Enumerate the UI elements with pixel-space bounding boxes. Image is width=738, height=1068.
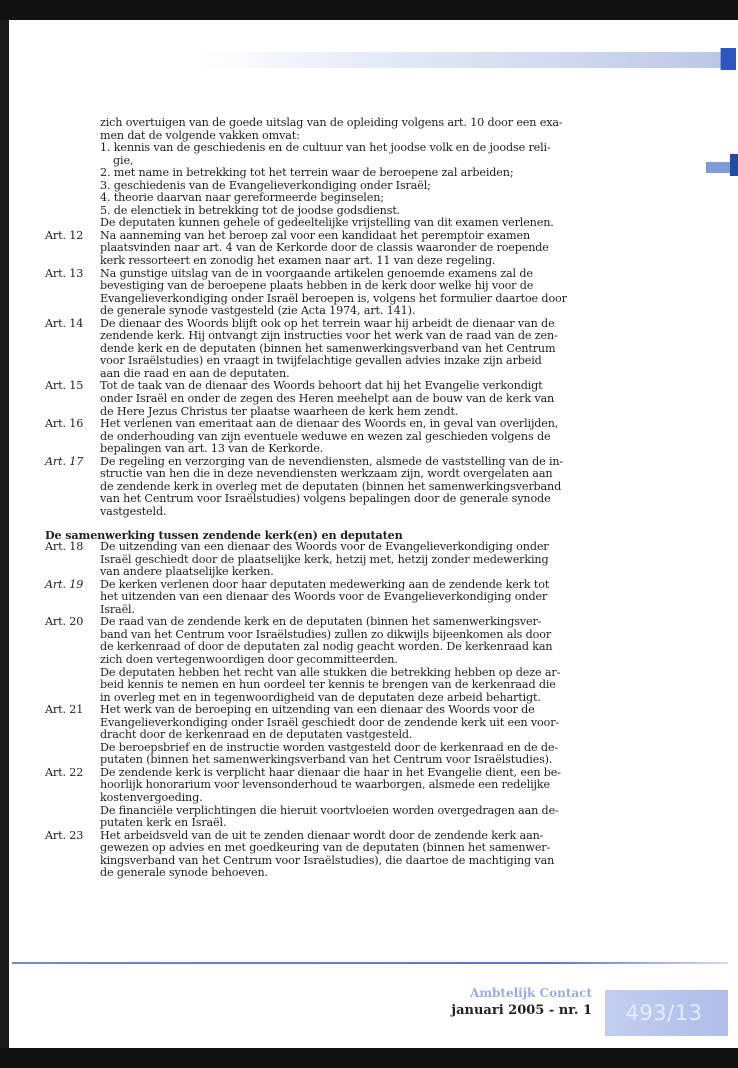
article-line: Israël.: [100, 602, 135, 616]
article-line: aan die raad en aan de deputaten.: [100, 366, 290, 380]
article-line: De dienaar des Woords blijft ook op het terrein waar hij arbeidt de dienaar van de: [100, 316, 555, 330]
section-heading: De samenwerking tussen zendende kerk(en) en deputaten: [45, 527, 403, 542]
article-text: [100, 830, 601, 880]
article-line: van andere plaatselijke kerken.: [100, 565, 274, 579]
list-item: 5. de elenctiek in betrekking tot de joodse godsdienst.: [100, 203, 401, 217]
article: [45, 318, 601, 381]
article-line: zich doen vertegenwoordigen door gecommitteerden.: [100, 652, 398, 666]
article-number: Art. 20: [45, 615, 84, 629]
article-line: De kerken verlenen door haar deputaten medewerking aan de zendende kerk tot: [100, 577, 550, 591]
article-text: [100, 767, 601, 830]
article-line: de kerkenraad of door de deputaten zal nodig geacht worden. De kerkenraad kan: [100, 640, 553, 654]
article-line: De financiële verplichtingen die hieruit voortvloeien worden overgedragen aan de-: [100, 803, 559, 817]
article-line: putaten (binnen het samenwerkingsverband van het Centrum voor Israëlstudies).: [100, 753, 553, 767]
article-line: Evangelieverkondiging onder Israël geschiedt door de zendende kerk uit een voor-: [100, 715, 560, 729]
article: [45, 704, 601, 767]
article-line: gewezen op advies en met goedkeuring van de deputaten (binnen het samenwer-: [100, 841, 551, 855]
article-line: kerk ressorteert en zonodig het examen naar art. 11 van deze regeling.: [100, 254, 496, 268]
article-line: Het verlenen van emeritaat aan de dienaar des Woords en, in geval van overlijden,: [100, 417, 559, 431]
margin-tab-marker: [706, 162, 732, 173]
article-line: vastgesteld.: [100, 504, 167, 518]
article-line: De beroepsbrief en de instructie worden vastgesteld door de kerkenraad en de de-: [100, 740, 559, 754]
articles-group-cooperation: [45, 541, 601, 880]
article-line: de generale synode vastgesteld (zie Acta 1974, art. 141).: [100, 304, 416, 318]
article-text: [100, 380, 601, 418]
intro-closing: De deputaten kunnen gehele of gedeeltelijke vrijstelling van dit examen verlenen.: [100, 216, 554, 230]
list-item: 1. kennis van de geschiedenis en de cultuur van het joodse volk en de joodse reli-: [100, 141, 551, 155]
scan-top-border: [0, 0, 738, 20]
article-text: [100, 318, 601, 381]
article-line: de Here Jezus Christus ter plaatse waarheen de kerk hem zendt.: [100, 404, 459, 418]
article: [45, 616, 601, 704]
article-line: beid kennis te nemen en hun oordeel ter kennis te brengen van de kerkenraad die: [100, 678, 556, 692]
article-line: De regeling en verzorging van de nevendiensten, alsmede de vaststelling van de in-: [100, 454, 564, 468]
margin-tab-arrow: [730, 154, 738, 176]
issue-date: januari 2005 - nr. 1: [451, 1003, 592, 1018]
article: [45, 268, 601, 318]
article-line: onder Israël en onder de zegen des Heren meehelpt aan de bouw van de kerk van: [100, 392, 555, 406]
article-number: Art. 21: [45, 703, 84, 717]
article-line: kingsverband van het Centrum voor Israëlstudies), die daartoe de machtiging van: [100, 853, 555, 867]
articles-group-regulation: [45, 230, 601, 519]
article: [45, 230, 601, 268]
article-line: Evangelieverkondiging onder Israël beroepen is, volgens het formulier daartoe door: [100, 291, 567, 305]
article-line: De uitzending van een dienaar des Woords voor de Evangelieverkondiging onder: [100, 540, 549, 554]
article-line: Na aanneming van het beroep zal voor een kandidaat het peremptoir examen: [100, 228, 531, 242]
article-line: Na gunstige uitslag van de in voorgaande artikelen genoemde examens zal de: [100, 266, 533, 280]
article-line: Het werk van de beroeping en uitzending van een dienaar des Woords voor de: [100, 703, 535, 717]
article-line: Tot de taak van de dienaar des Woords behoort dat hij het Evangelie verkondigt: [100, 379, 543, 393]
article-line: plaatsvinden naar art. 4 van de Kerkorde door de classis waaronder de roepende: [100, 241, 549, 255]
scan-bottom-border: [0, 1048, 738, 1068]
list-item: 4. theorie daarvan naar gereformeerde beginselen;: [100, 191, 384, 205]
article-line: het uitzenden van een dienaar des Woords voor de Evangelieverkondiging onder: [100, 590, 548, 604]
article-number: Art. 14: [45, 316, 84, 330]
article-text: [100, 704, 601, 767]
article-line: bepalingen van art. 13 van de Kerkorde.: [100, 442, 324, 456]
article-number: Art. 13: [45, 266, 84, 280]
article-line: putaten kerk en Israël.: [100, 816, 227, 830]
article: [45, 418, 601, 456]
article: [45, 380, 601, 418]
article: [45, 830, 601, 880]
footer-rule: [12, 962, 728, 964]
document-body: [45, 117, 601, 880]
article: [45, 541, 601, 579]
article-number: Art. 23: [45, 828, 84, 842]
article-number: Art. 12: [45, 228, 84, 242]
article-line: Israël geschiedt door de plaatselijke kerk, hetzij met, hetzij zonder medewerking: [100, 552, 549, 566]
article-line: de generale synode behoeven.: [100, 866, 268, 880]
article-line: de zendende kerk in overleg met de deputaten (binnen het samenwerkingsverband: [100, 479, 562, 493]
article-line: De zendende kerk is verplicht haar dienaar die haar in het Evangelie dient, een be-: [100, 765, 561, 779]
article-line: dracht door de kerkenraad en de deputaten vastgesteld.: [100, 728, 413, 742]
article-line: voor Israëlstudies) en vraagt in twijfelachtige gevallen advies inzake zijn arbeid: [100, 354, 542, 368]
article-number: Art. 18: [45, 540, 84, 554]
list-item-continuation: gie,: [113, 153, 134, 167]
article-line: De deputaten hebben het recht van alle stukken die betrekking hebben op deze ar-: [100, 665, 561, 679]
intro-line: zich overtuigen van de goede uitslag van de opleiding volgens art. 10 door een exa-: [100, 116, 563, 129]
article-number: Art. 19: [45, 577, 84, 591]
article-number: Art. 22: [45, 765, 84, 779]
article: [45, 767, 601, 830]
article-line: van het Centrum voor Israëlstudies) volgens bepalingen door de generale synode: [100, 492, 551, 506]
article-line: zendende kerk. Hij ontvangt zijn instructies voor het werk van de raad van de zen-: [100, 329, 558, 343]
article-line: structie van hen die in deze nevendiensten werkzaam zijn, wordt overgelaten aan: [100, 467, 553, 481]
header-color-band: [200, 52, 728, 68]
article-line: De raad van de zendende kerk en de deputaten (binnen het samenwerkingsver-: [100, 615, 542, 629]
magazine-title: Ambtelijk Contact: [470, 986, 592, 1000]
article-line: Het arbeidsveld van de uit te zenden dienaar wordt door de zendende kerk aan-: [100, 828, 544, 842]
intro-block: [45, 117, 601, 230]
intro-line: men dat de volgende vakken omvat:: [100, 128, 300, 142]
article-line: band van het Centrum voor Israëlstudies) zullen zo dikwijls bijeenkomen als door: [100, 627, 552, 641]
article-text: [100, 579, 601, 617]
article-text: [100, 418, 601, 456]
article-number: Art. 17: [45, 454, 84, 468]
section-gap: [45, 519, 601, 529]
page-number: 493/13: [625, 1001, 703, 1025]
article-line: de onderhouding van zijn eventuele weduwe en wezen zal geschieden volgens de: [100, 429, 551, 443]
article-text: [100, 456, 601, 519]
list-item: 3. geschiedenis van de Evangelieverkondiging onder Israël;: [100, 178, 431, 192]
article-line: dende kerk en de deputaten (binnen het samenwerkingsverband van het Centrum: [100, 341, 556, 355]
article-text: [100, 268, 601, 318]
article: [45, 456, 601, 519]
article-text: [100, 230, 601, 268]
article-text: [100, 541, 601, 579]
article-number: Art. 16: [45, 417, 84, 431]
article-line: in overleg met en in tegenwoordigheid van de deputaten deze arbeid behartigt.: [100, 690, 541, 704]
article: [45, 579, 601, 617]
article-text: [100, 616, 601, 704]
scan-left-border: [0, 20, 9, 1048]
list-item: 2. met name in betrekking tot het terrein waar de beroepene zal arbeiden;: [100, 166, 514, 180]
article-line: hoorlijk honorarium voor levensonderhoud te waarborgen, alsmede een redelijke: [100, 778, 550, 792]
article-line: bevestiging van de beroepene plaats hebben in de kerk door welke hij voor de: [100, 279, 534, 293]
article-number: Art. 15: [45, 379, 84, 393]
article-line: kostenvergoeding.: [100, 790, 203, 804]
